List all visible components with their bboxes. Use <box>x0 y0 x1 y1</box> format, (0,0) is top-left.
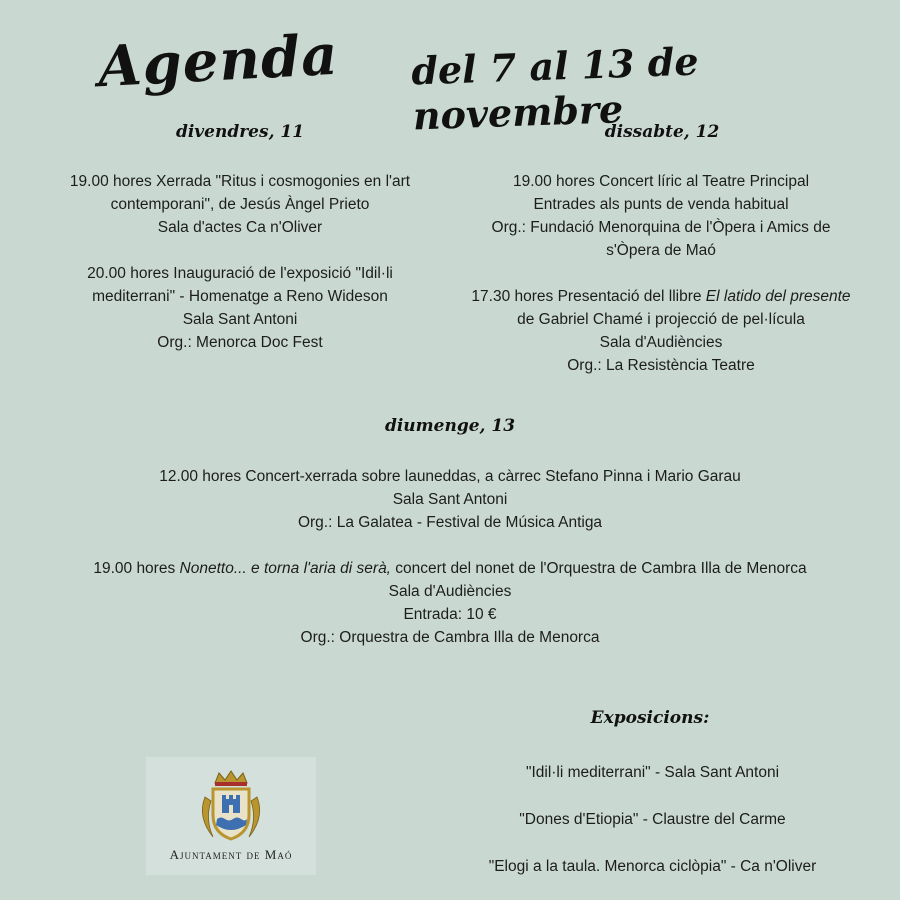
page-title: Agenda <box>96 21 340 101</box>
exhibition-item: "Elogi a la taula. Menorca ciclòpia" - Ca n'Oliver <box>488 858 817 875</box>
event-line: Org.: Menorca Doc Fest <box>157 334 323 351</box>
event-line: Entrada: 10 € <box>403 606 497 623</box>
event-line: 20.00 hores Inauguració de l'exposició "Idil·li <box>87 265 393 282</box>
event-line: mediterrani" - Homenatge a Reno Wideson <box>92 288 388 305</box>
event-line: s'Òpera de Maó <box>606 242 716 259</box>
event-time-text: 17.30 hores Presentació del llibre <box>471 288 706 305</box>
exhibition-item: "Idil·li mediterrani" - Sala Sant Antoni <box>525 764 780 781</box>
event-line-first <box>30 557 870 580</box>
event-line: Org.: Fundació Menorquina de l'Òpera i Amics de <box>491 219 831 236</box>
day-heading-friday: divendres, 11 <box>175 122 305 142</box>
event-friday-1 <box>30 170 450 239</box>
book-title: El latido del presente <box>705 288 851 305</box>
event-sunday-1 <box>30 465 870 534</box>
date-range-title: del 7 al 13 de novembre <box>410 38 700 139</box>
event-line: Sala d'actes Ca n'Oliver <box>157 219 323 236</box>
day-heading-saturday: dissabte, 12 <box>604 122 720 142</box>
event-line: Sala Sant Antoni <box>182 311 298 328</box>
logo-text: Ajuntament de Maó <box>169 847 293 862</box>
event-line: Entrades als punts de venda habitual <box>533 196 789 213</box>
concert-title: Nonetto... e torna l'aria di serà, <box>179 560 391 577</box>
event-line: 19.00 hores Xerrada "Ritus i cosmogonies en l'art <box>69 173 411 190</box>
event-line: de Gabriel Chamé i projecció de pel·lícula <box>517 311 805 328</box>
event-line: 19.00 hores Concert líric al Teatre Principal <box>512 173 810 190</box>
friday-events <box>30 170 450 354</box>
event-line: Sala Sant Antoni <box>392 491 508 508</box>
event-sunday-2 <box>30 557 870 649</box>
event-line-first <box>450 285 872 308</box>
exhibitions-heading: Exposicions: <box>590 708 710 728</box>
event-saturday-1 <box>450 170 872 262</box>
event-line: 12.00 hores Concert-xerrada sobre launeddas, a càrrec Stefano Pinna i Mario Garau <box>159 468 741 485</box>
event-line: Org.: La Galatea - Festival de Música Antiga <box>297 514 603 531</box>
ajuntament-logo <box>146 757 316 875</box>
event-friday-2 <box>30 262 450 354</box>
event-line: Sala d'Audiències <box>599 334 723 351</box>
exhibition-item: "Dones d'Etiopia" - Claustre del Carme <box>519 811 786 828</box>
event-time-text: 19.00 hores <box>93 560 180 577</box>
event-saturday-2 <box>450 285 872 377</box>
event-description: concert del nonet de l'Orquestra de Cambra Illa de Menorca <box>391 560 807 577</box>
event-line: Org.: Orquestra de Cambra Illa de Menorca <box>300 629 600 646</box>
day-heading-sunday: diumenge, 13 <box>384 416 516 436</box>
event-line: contemporani", de Jesús Àngel Prieto <box>110 196 370 213</box>
event-line: Sala d'Audiències <box>388 583 512 600</box>
saturday-events <box>450 170 872 377</box>
sunday-events <box>30 465 870 649</box>
coat-of-arms-icon <box>191 767 271 847</box>
event-line: Org.: La Resistència Teatre <box>567 357 755 374</box>
